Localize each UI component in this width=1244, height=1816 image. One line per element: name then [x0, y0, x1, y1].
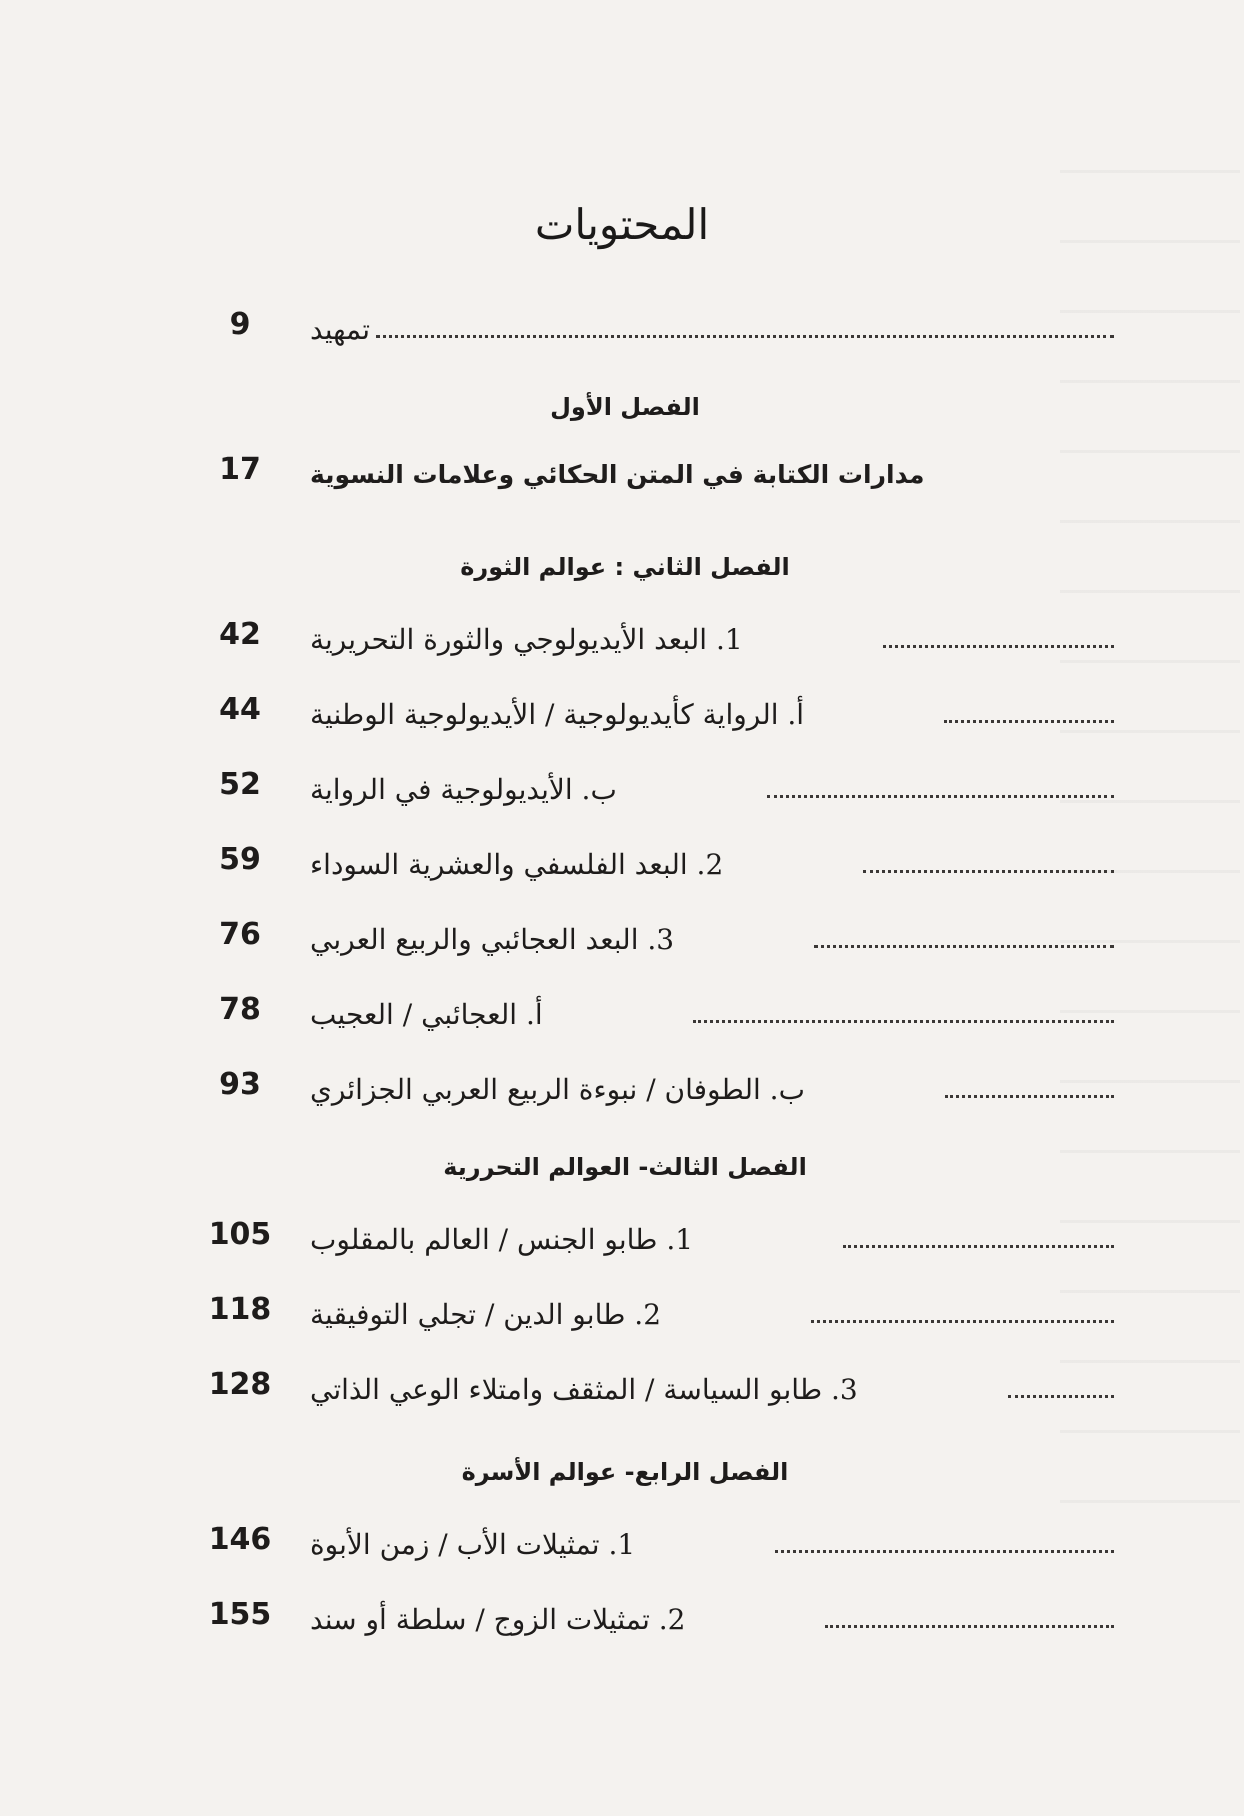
toc-entry-body — [310, 620, 1120, 660]
toc-entry[interactable] — [170, 300, 1120, 350]
dot-leader — [843, 1245, 1114, 1248]
entry-title: 2. البعد الفلسفي والعشرية السوداء — [310, 848, 724, 881]
chapter-heading: الفصل الأول — [550, 393, 700, 421]
page-number: 52 — [219, 767, 261, 802]
toc-entry-body — [310, 995, 1120, 1035]
page-number: 155 — [208, 1597, 272, 1632]
entry-title: أ. الرواية كأيديولوجية / الأيديولوجية الوطنية — [310, 698, 805, 731]
page-number: 44 — [219, 692, 261, 727]
toc-entry[interactable] — [170, 760, 1120, 810]
toc-entry[interactable] — [170, 610, 1120, 660]
chapter-heading: الفصل الثاني : عوالم الثورة — [460, 553, 790, 581]
page-title: المحتويات — [534, 200, 710, 249]
toc-entry-body — [310, 1525, 1120, 1565]
entry-title: 1. تمثيلات الأب / زمن الأبوة — [310, 1528, 636, 1561]
entry-title: ب. الطوفان / نبوءة الربيع العربي الجزائري — [310, 1073, 805, 1106]
dot-leader — [1008, 1395, 1114, 1398]
page-number: 78 — [219, 992, 261, 1027]
toc-entry[interactable] — [170, 1515, 1120, 1565]
toc-entry[interactable] — [170, 1210, 1120, 1260]
dot-leader — [767, 795, 1114, 798]
dot-leader — [376, 335, 1114, 338]
toc-entry[interactable] — [170, 910, 1120, 960]
entry-title: أ. العجائبي / العجيب — [310, 998, 543, 1031]
dot-leader — [944, 720, 1114, 723]
entry-title: 2. تمثيلات الزوج / سلطة أو سند — [310, 1603, 686, 1636]
entry-title: 3. طابو السياسة / المثقف وامتلاء الوعي الذاتي — [310, 1373, 858, 1406]
page-number: 93 — [219, 1067, 261, 1102]
entry-title: 1. طابو الجنس / العالم بالمقلوب — [310, 1223, 694, 1256]
page-number: 128 — [208, 1367, 272, 1402]
toc-entry[interactable] — [170, 685, 1120, 735]
toc-entry-body — [310, 310, 1120, 350]
page-number: 17 — [219, 452, 261, 487]
toc-entry-body — [310, 1370, 1120, 1410]
dot-leader — [693, 1020, 1114, 1023]
entry-title: 2. طابو الدين / تجلي التوفيقية — [310, 1298, 662, 1331]
dot-leader — [811, 1320, 1114, 1323]
toc-entry-body — [310, 695, 1120, 735]
toc-entry[interactable] — [170, 985, 1120, 1035]
entry-title: مدارات الكتابة في المتن الحكائي وعلامات النسوية — [310, 460, 925, 489]
page-number: 118 — [208, 1292, 272, 1327]
toc-entry-body — [310, 1600, 1120, 1640]
dot-leader — [945, 1095, 1114, 1098]
toc-entry[interactable] — [170, 1285, 1120, 1335]
page-number: 42 — [219, 617, 261, 652]
entry-title: ب. الأيديولوجية في الرواية — [310, 773, 617, 806]
chapter-heading: الفصل الرابع- عوالم الأسرة — [461, 1458, 789, 1486]
entry-title: تمهيد — [310, 313, 371, 346]
toc-entry[interactable] — [170, 835, 1120, 885]
page-number: 105 — [208, 1217, 272, 1252]
page-number: 146 — [208, 1522, 272, 1557]
toc-entry-body — [310, 920, 1120, 960]
page-number: 9 — [229, 307, 251, 342]
toc-entry[interactable] — [170, 1060, 1120, 1110]
toc-entry-body — [310, 770, 1120, 810]
dot-leader — [883, 645, 1114, 648]
dot-leader — [825, 1625, 1114, 1628]
toc-entry[interactable] — [170, 1590, 1120, 1640]
chapter-heading: الفصل الثالث- العوالم التحررية — [443, 1153, 807, 1181]
toc-entry[interactable] — [170, 1360, 1120, 1410]
entry-title: 3. البعد العجائبي والربيع العربي — [310, 923, 675, 956]
toc-entry-body — [310, 845, 1120, 885]
toc-entry-body — [310, 1070, 1120, 1110]
toc-entry[interactable] — [170, 445, 1120, 495]
toc-entry-body — [310, 455, 1120, 495]
dot-leader — [863, 870, 1114, 873]
dot-leader — [814, 945, 1114, 948]
page-number: 59 — [219, 842, 261, 877]
entry-title: 1. البعد الأيديولوجي والثورة التحريرية — [310, 623, 743, 656]
toc-entry-body — [310, 1295, 1120, 1335]
page-number: 76 — [219, 917, 261, 952]
toc-entry-body — [310, 1220, 1120, 1260]
dot-leader — [775, 1550, 1114, 1553]
